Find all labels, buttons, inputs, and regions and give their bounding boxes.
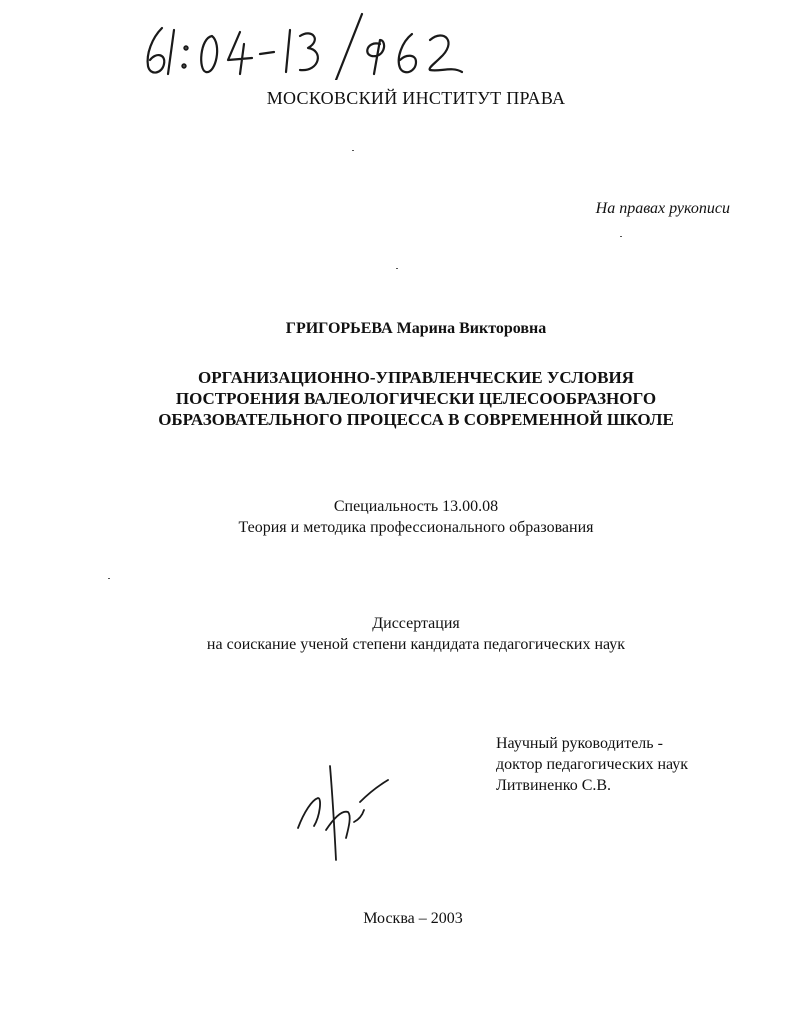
scan-speck	[620, 236, 622, 237]
dissertation-type: Диссертация	[372, 615, 460, 632]
city-year: Москва – 2003	[363, 910, 463, 927]
author-name: ГРИГОРЬЕВА Марина Викторовна	[285, 320, 547, 337]
signature	[290, 760, 400, 865]
advisor-block	[496, 733, 688, 796]
scan-speck	[396, 268, 398, 269]
dissertation-purpose: на соискание ученой степени кандидата педагогических наук	[206, 636, 626, 653]
title-line: ОРГАНИЗАЦИОННО-УПРАВЛЕНЧЕСКИЕ УСЛОВИЯ	[198, 368, 634, 387]
specialty-code: Специальность 13.00.08	[333, 498, 499, 515]
dissertation-block	[0, 613, 797, 655]
advisor-name: Литвиненко С.В.	[496, 777, 612, 794]
title-line: ПОСТРОЕНИЯ ВАЛЕОЛОГИЧЕСКИ ЦЕЛЕСООБРАЗНОГО	[175, 389, 657, 408]
scan-speck	[108, 578, 110, 579]
specialty-block	[0, 496, 797, 538]
scan-speck	[352, 150, 354, 151]
specialty-name: Теория и методика профессионального образования	[238, 519, 594, 536]
dissertation-title	[0, 367, 797, 430]
advisor-role: Научный руководитель -	[496, 735, 663, 752]
handwritten-archive-code	[140, 10, 470, 80]
advisor-degree: доктор педагогических наук	[496, 756, 689, 773]
title-line: ОБРАЗОВАТЕЛЬНОГО ПРОЦЕССА В СОВРЕМЕННОЙ ШКОЛЕ	[158, 410, 674, 429]
institute-name: МОСКОВСКИЙ ИНСТИТУТ ПРАВА	[266, 88, 566, 108]
manuscript-note: На правах рукописи	[595, 200, 730, 217]
